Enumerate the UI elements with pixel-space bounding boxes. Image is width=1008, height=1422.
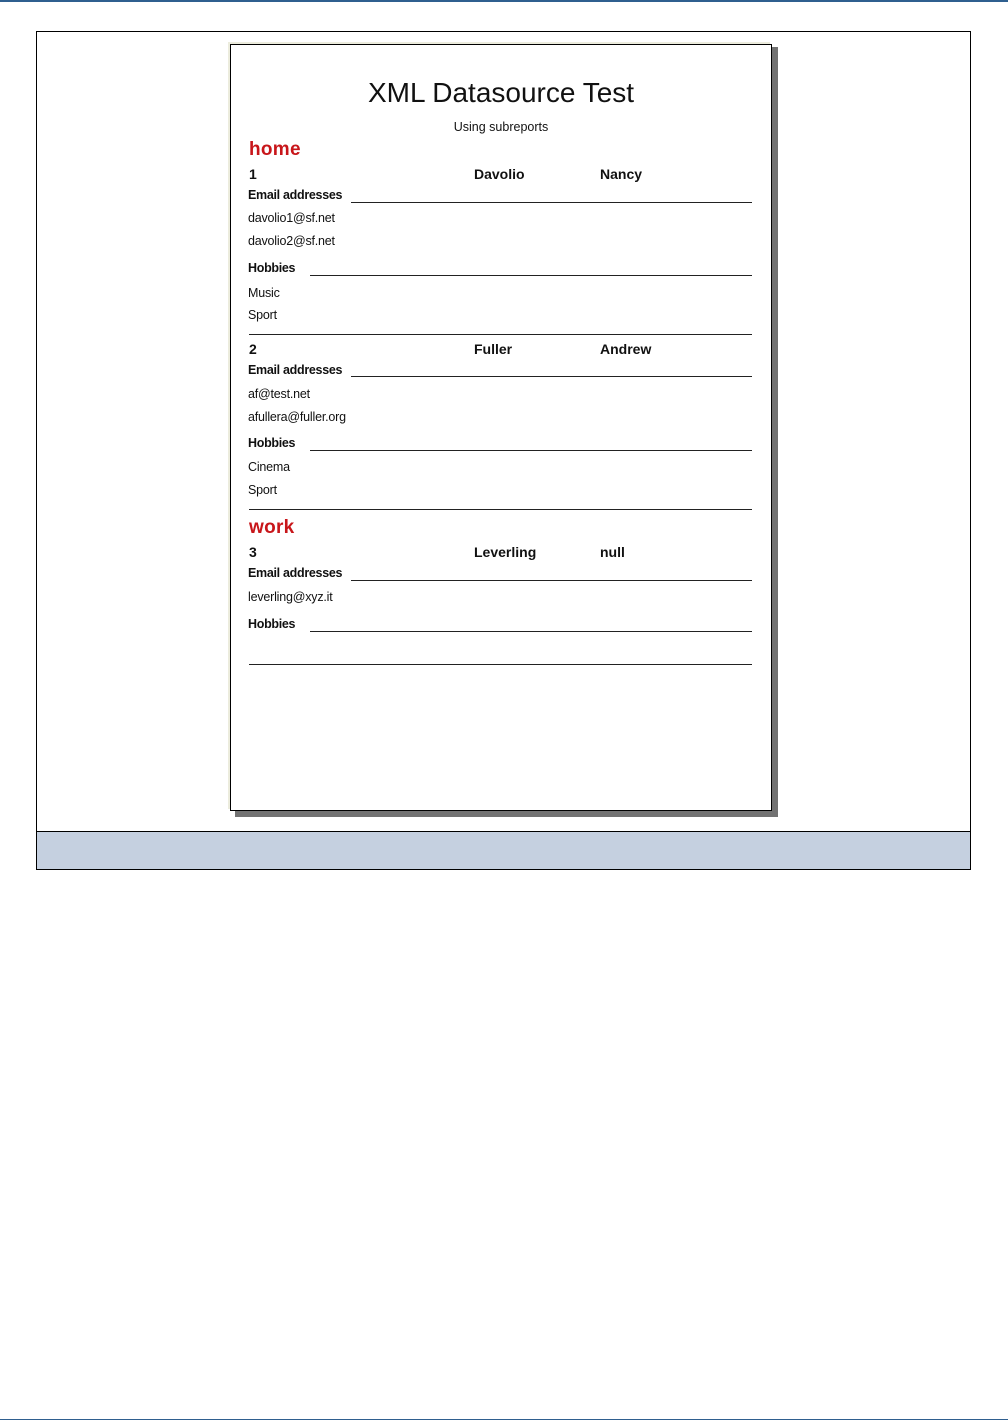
email-item: afullera@fuller.org [248, 410, 346, 424]
email-section-rule [351, 376, 752, 377]
report-subtitle: Using subreports [453, 120, 549, 134]
hobbies-section-rule [310, 450, 752, 451]
hobbies-label: Hobbies [248, 436, 296, 450]
report-title: XML Datasource Test [367, 77, 635, 108]
hobbies-section-rule [310, 275, 752, 276]
record-first-name: Nancy [600, 166, 643, 182]
email-item: davolio2@sf.net [248, 234, 335, 248]
hobby-item: Sport [248, 308, 277, 322]
email-item: af@test.net [248, 387, 310, 401]
record-last-name: Fuller [474, 341, 513, 357]
document-top-rule [0, 0, 1008, 2]
hobbies-label: Hobbies [248, 261, 296, 275]
record-id: 3 [249, 544, 257, 560]
hobbies-section-rule [310, 631, 752, 632]
figure-caption-bar [37, 831, 970, 869]
record-first-name: Andrew [600, 341, 652, 357]
email-section-rule [351, 580, 752, 581]
email-item: davolio1@sf.net [248, 211, 335, 225]
record-last-name: Davolio [474, 166, 525, 182]
record-last-name: Leverling [474, 544, 537, 560]
email-addresses-label: Email addresses [248, 363, 343, 377]
group-heading-home: home [249, 139, 301, 160]
record-id: 2 [249, 341, 257, 357]
email-addresses-label: Email addresses [248, 566, 343, 580]
record-separator-rule [249, 664, 752, 665]
hobby-item: Sport [248, 483, 277, 497]
hobby-item: Music [248, 286, 280, 300]
group-heading-work: work [249, 517, 295, 538]
email-item: leverling@xyz.it [248, 590, 333, 604]
record-first-name: null [600, 544, 625, 560]
email-section-rule [351, 202, 752, 203]
record-separator-rule [249, 334, 752, 335]
document-bottom-rule [0, 1419, 1008, 1420]
record-separator-rule [249, 509, 752, 510]
report-preview-figure [36, 31, 971, 870]
report-page [230, 44, 772, 811]
record-id: 1 [249, 166, 257, 182]
hobby-item: Cinema [248, 460, 290, 474]
hobbies-label: Hobbies [248, 617, 296, 631]
email-addresses-label: Email addresses [248, 188, 343, 202]
